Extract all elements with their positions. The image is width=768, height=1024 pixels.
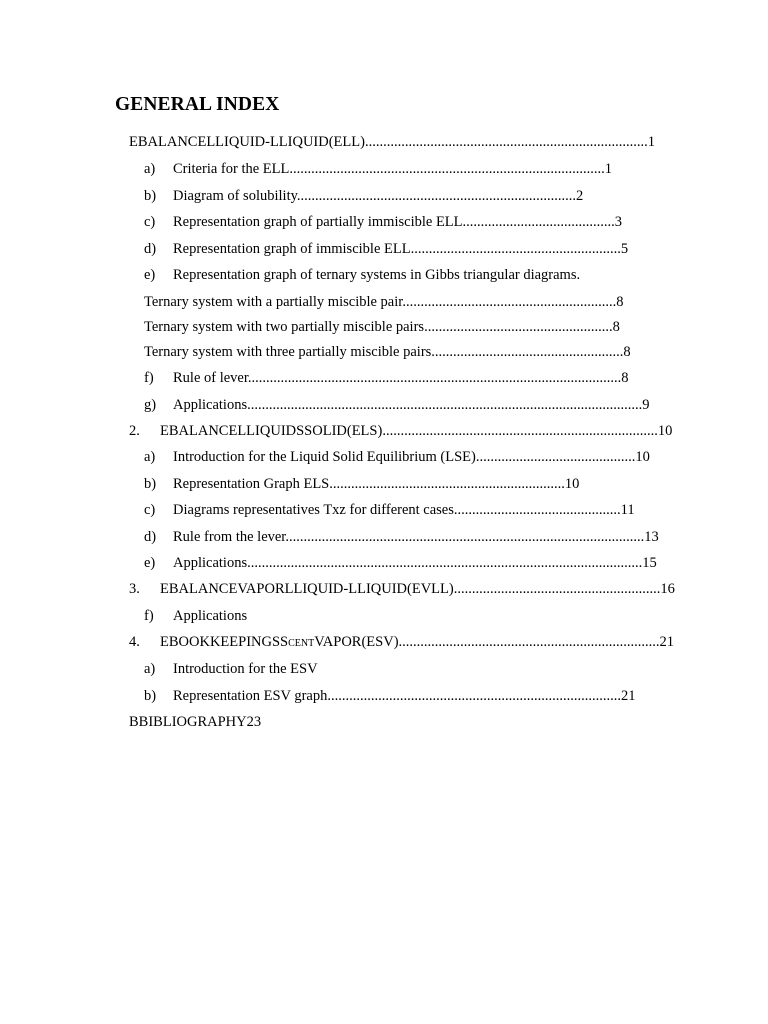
entry-text: Criteria for the ELL [173, 161, 290, 177]
entry-text: Representation Graph ELS [173, 476, 330, 492]
entry-marker: 2. [129, 423, 140, 439]
entry-page: 16 [660, 581, 675, 597]
entry-page: 10 [635, 449, 650, 465]
entry-page: 21 [659, 634, 675, 650]
toc-entry [144, 343, 631, 361]
entry-leader: ..................................................... [431, 344, 624, 360]
entry-text: Diagrams representatives Txz for different cases [173, 502, 454, 518]
entry-page: 9 [642, 397, 650, 413]
entry-text: Ternary system with two partially miscible pairs [144, 319, 425, 335]
entry-page: 8 [616, 294, 624, 310]
toc-entry [144, 501, 635, 519]
entry-text: Introduction for the Liquid Solid Equilibrium (LSE) [173, 449, 476, 465]
toc-entry [144, 554, 657, 572]
entry-marker: d) [144, 529, 157, 545]
toc-entry [144, 528, 659, 546]
entry-leader: ....................................................................................... [289, 161, 605, 177]
toc-entry-esv [129, 633, 674, 651]
entry-leader: ............................................................................................................. [247, 397, 643, 413]
entry-marker: c) [144, 502, 156, 518]
entry-marker: f) [144, 608, 154, 624]
entry-text: BBIBLIOGRAPHY23 [129, 714, 262, 730]
toc-entry-bibliography [129, 713, 261, 731]
entry-leader: ....................................................................................................... [247, 370, 622, 386]
entry-marker: a) [144, 161, 156, 177]
entry-leader: .......................................... [462, 214, 615, 230]
entry-text: Diagram of solubility [173, 188, 297, 204]
toc-entry [144, 187, 583, 205]
entry-page: 10 [564, 476, 580, 492]
entry-leader: ............................................ [475, 449, 636, 465]
entry-text: EBALANCELLIQUIDSSOLID(ELS) [160, 423, 383, 439]
entry-page: 1 [604, 161, 612, 177]
entry-leader: ............................................................................. [296, 188, 577, 204]
entry-marker: b) [144, 476, 157, 492]
entry-page: 5 [620, 241, 629, 257]
entry-marker: b) [144, 188, 157, 204]
entry-marker: 4. [129, 634, 140, 650]
entry-text: EBOOKKEEPINGSScentVAPOR(ESV) [160, 634, 399, 650]
entry-text: EBALANCEVAPORLLIQUID-LLIQUID(EVLL) [160, 581, 454, 597]
toc-entry-ell [129, 133, 655, 151]
entry-page: 8 [612, 319, 620, 335]
entry-text: Ternary system with a partially miscible pair [144, 294, 403, 310]
entry-text: Representation graph of immiscible ELL [173, 241, 411, 257]
toc-entry [144, 160, 612, 178]
entry-leader: .................................................... [424, 319, 613, 335]
entry-leader: ........................................................... [402, 294, 617, 310]
entry-page: 1 [647, 134, 655, 150]
toc-entry-evll [129, 580, 675, 598]
entry-text: Applications [173, 397, 248, 413]
entry-page: 10 [657, 423, 673, 439]
toc-entry [144, 266, 580, 284]
entry-marker: e) [144, 555, 156, 571]
entry-text: Applications [173, 608, 248, 624]
entry-page: 3 [614, 214, 623, 230]
entry-text: Applications [173, 555, 248, 571]
entry-leader: ........................................................................ [398, 634, 660, 650]
entry-leader: ......................................................... [453, 581, 661, 597]
toc-entry [144, 660, 318, 678]
entry-page: 21 [621, 688, 636, 704]
entry-text: Rule of lever [173, 370, 248, 386]
entry-text: Ternary system with three partially miscible pairs [144, 344, 432, 360]
entry-page: 2 [576, 188, 584, 204]
entry-page: 8 [621, 370, 629, 386]
toc-entry-els [129, 422, 672, 440]
entry-marker: a) [144, 661, 156, 677]
entry-leader: ................................................................. [329, 476, 565, 492]
toc-entry [144, 240, 628, 258]
toc-entry [144, 475, 579, 493]
entry-page: 15 [642, 555, 657, 571]
toc-entry [144, 293, 623, 311]
entry-page: 13 [644, 529, 659, 545]
entry-text: Representation graph of ternary systems in Gibbs triangular diagrams. [173, 267, 581, 283]
entry-marker: e) [144, 267, 156, 283]
toc-entry [144, 448, 650, 466]
entry-text: Representation graph of partially immiscible ELL [173, 214, 463, 230]
toc-entry [144, 369, 629, 387]
entry-marker: c) [144, 214, 156, 230]
toc-entry [144, 213, 622, 231]
page-title: GENERAL INDEX [115, 94, 280, 115]
entry-leader: .............................................. [453, 502, 621, 518]
entry-leader: ................................................................................. [327, 688, 621, 704]
entry-marker: d) [144, 241, 157, 257]
entry-leader: ............................................................................................................. [247, 555, 643, 571]
entry-text: Introduction for the ESV [173, 661, 318, 677]
entry-marker: 3. [129, 581, 140, 597]
entry-leader: .......................................................... [410, 241, 621, 257]
entry-text: Rule from the lever [173, 529, 286, 545]
entry-text: Representation ESV graph [173, 688, 328, 704]
entry-text: EBALANCELLIQUID-LLIQUID(ELL) [129, 134, 365, 150]
entry-leader: ............................................................................ [382, 423, 658, 439]
entry-page: 8 [623, 344, 631, 360]
toc-entry [144, 396, 649, 414]
entry-marker: f) [144, 370, 154, 386]
toc-entry [144, 687, 636, 705]
toc-entry [144, 318, 620, 336]
entry-leader: ................................................................................................... [285, 529, 645, 545]
entry-leader: .............................................................................. [364, 134, 648, 150]
entry-marker: g) [144, 397, 157, 413]
entry-marker: b) [144, 688, 157, 704]
toc-entry [144, 607, 247, 625]
entry-page: 11 [620, 502, 635, 518]
entry-marker: a) [144, 449, 156, 465]
